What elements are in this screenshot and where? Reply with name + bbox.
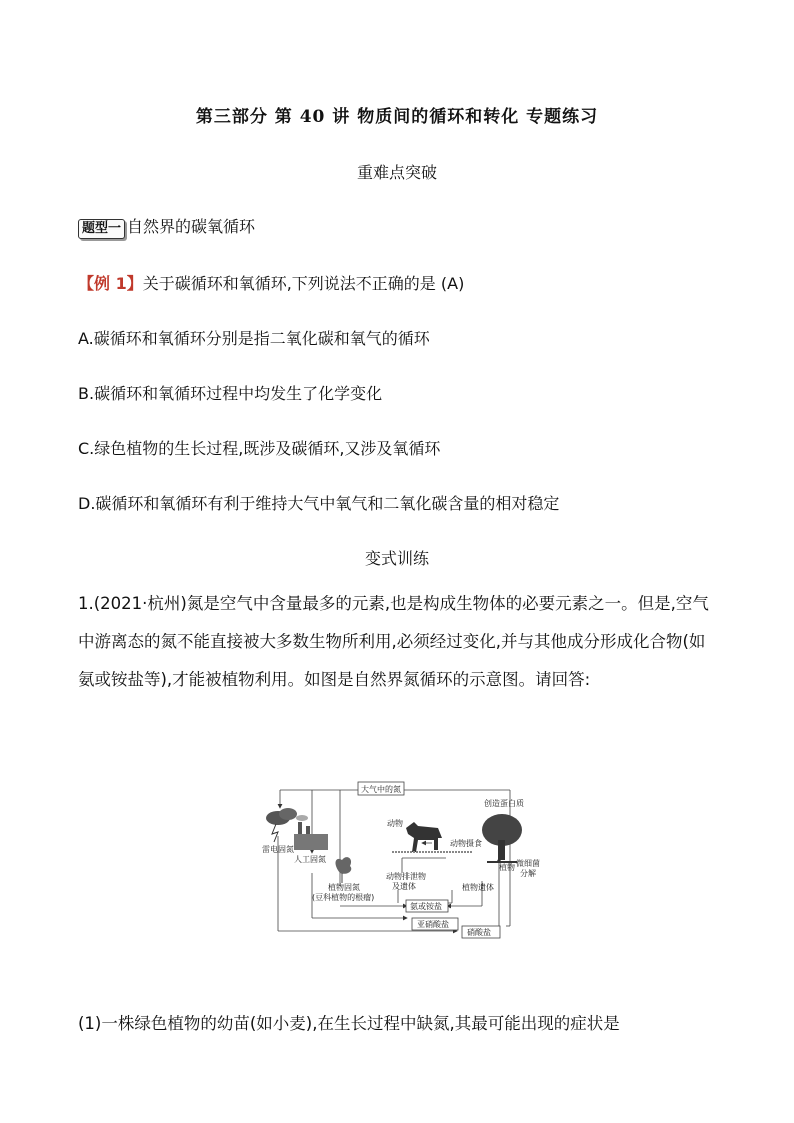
label-atmosphere: 大气中的氮 <box>361 785 401 794</box>
label-create-protein: 创造蛋白质 <box>484 799 524 808</box>
option-b: B.碳循环和氧循环过程中均发生了化学变化 <box>78 384 383 403</box>
practice-heading: 变式训练 <box>364 549 429 568</box>
problem-1-question-1: (1)一株绿色植物的幼苗(如小麦),在生长过程中缺氮,其最可能出现的症状是 <box>78 1014 620 1033</box>
example-question-text: 关于碳循环和氧循环,下列说法不正确的是 (A) <box>142 274 465 293</box>
legume-plant-icon <box>336 857 352 883</box>
lightning-cloud-icon <box>266 808 297 842</box>
label-ammonia: 氨或铵盐 <box>410 902 442 911</box>
label-animal-remains-1: 动物排泄物 <box>386 872 426 881</box>
label-microbe-2: 分解 <box>520 869 536 878</box>
label-microbe-1: 微细菌 <box>516 859 540 868</box>
label-nitrate: 硝酸盐 <box>467 928 491 937</box>
label-nitrite: 亚硝酸盐 <box>417 920 449 929</box>
label-animal-remains-2: 及遗体 <box>392 882 416 891</box>
topic-text: 自然界的碳氧循环 <box>127 217 256 236</box>
problem-1-text: 1.(2021·杭州)氮是空气中含量最多的元素,也是构成生物体的必要元素之一。但是,空气中游离态的氮不能直接被大多数生物所利用,必须经过变化,并与其他成分形成化合物(如氨或铵盐等),才能被植物利用。如图是自然界氮循环的示意图。请回答: <box>78 594 709 689</box>
option-d: D.碳循环和氧循环有利于维持大气中氧气和二氧化碳含量的相对稳定 <box>78 494 560 513</box>
topic-tag: 题型一 <box>78 219 125 239</box>
label-plant: 植物 <box>499 863 515 872</box>
option-c: C.绿色植物的生长过程,既涉及碳循环,又涉及氧循环 <box>78 439 441 458</box>
label-plant-fixation-2: (豆科植物的根瘤) <box>312 893 375 902</box>
topic-line <box>78 214 255 239</box>
page-title: 第三部分 第 40 讲 物质间的循环和转化 专题练习 <box>195 107 599 127</box>
option-a: A.碳循环和氧循环分别是指二氧化碳和氧气的循环 <box>78 329 430 348</box>
label-lightning: 雷电固氮 <box>262 845 294 854</box>
label-animal: 动物 <box>387 819 403 828</box>
example-question <box>78 271 464 294</box>
horse-icon <box>406 822 442 852</box>
factory-icon <box>294 815 328 850</box>
label-industrial: 人工固氮 <box>294 855 326 864</box>
label-plant-fixation-1: 植物固氮 <box>328 883 360 892</box>
section-heading: 重难点突破 <box>356 163 437 182</box>
tree-icon <box>482 814 522 862</box>
nitrogen-cycle-diagram <box>262 778 540 943</box>
example-label: 【例 1】 <box>78 274 143 293</box>
label-plant-remains: 植物遗体 <box>462 883 494 892</box>
label-animal-feeding: 动物摄食 <box>450 839 482 848</box>
